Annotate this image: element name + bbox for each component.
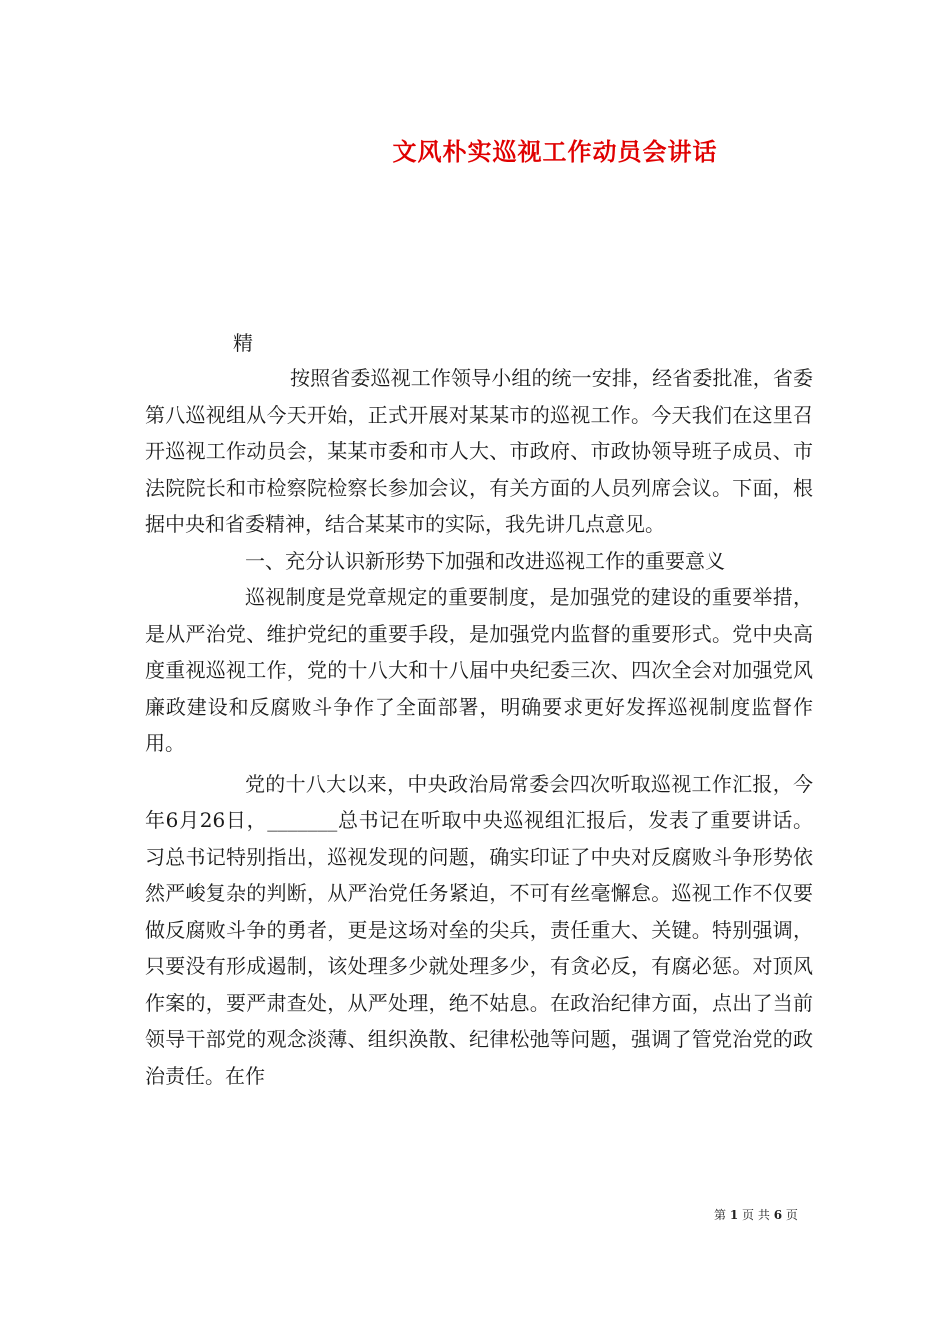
paragraph-since-18th-congress: 党的十八大以来，中央政治局常委会四次听取巡视工作汇报，今年6月26日，_______总书记在听取中央巡视组汇报后，发表了重要讲话。习总书记特别指出，巡视发现的问题，确实印证了中央对反腐败斗争形势依然严峻复杂的判断，从严治党任务紧迫，不可有丝毫懈怠。巡视工作不仅要做反腐败斗争的勇者，更是这场对垒的尖兵，责任重大、关键。特别强调，只要没有形成遏制，该处理多少就处理多少，有贪必反，有腐必惩。对顶风作案的，要严肃查处，从严处理，绝不姑息。在政治纪律方面，点出了当前领导干部党的观念淡薄、组织涣散、纪律松弛等问题，强调了管党治党的政治责任。在作 xyxy=(145,771,813,1088)
footer-current-page: 1 xyxy=(729,1208,739,1222)
document-body xyxy=(145,360,813,1094)
paragraph-inspection-system: 巡视制度是党章规定的重要制度，是加强党的建设的重要举措，是从严治党、维护党纪的重要手段，是加强党内监督的重要形式。党中央高度重视巡视工作，党的十八大和十八届中央纪委三次、四次全会对加强党风廉政建设和反腐败斗争作了全面部署，明确要求更好发挥巡视制度监督作用。 xyxy=(145,585,813,755)
document-title: 文风朴实巡视工作动员会讲话 xyxy=(392,137,718,166)
footer-middle: 页 共 xyxy=(742,1208,770,1222)
footer-total-pages: 6 xyxy=(773,1208,783,1222)
footer-suffix: 页 xyxy=(785,1208,798,1222)
paragraph-intro: 按照省委巡视工作领导小组的统一安排，经省委批准，省委第八巡视组从今天开始，正式开展对某某市的巡视工作。今天我们在这里召开巡视工作动员会，某某市委和市人大、市政府、市政协领导班子成员、市法院院长和市检察院检察长参加会议，有关方面的人员列席会议。下面，根据中央和省委精神，结合某某市的实际，我先讲几点意见。 xyxy=(145,366,813,536)
document-marker: 精 xyxy=(233,331,253,355)
footer-prefix: 第 xyxy=(714,1208,727,1222)
page-footer xyxy=(714,1206,798,1223)
section-heading: 一、充分认识新形势下加强和改进巡视工作的重要意义 xyxy=(245,548,725,573)
